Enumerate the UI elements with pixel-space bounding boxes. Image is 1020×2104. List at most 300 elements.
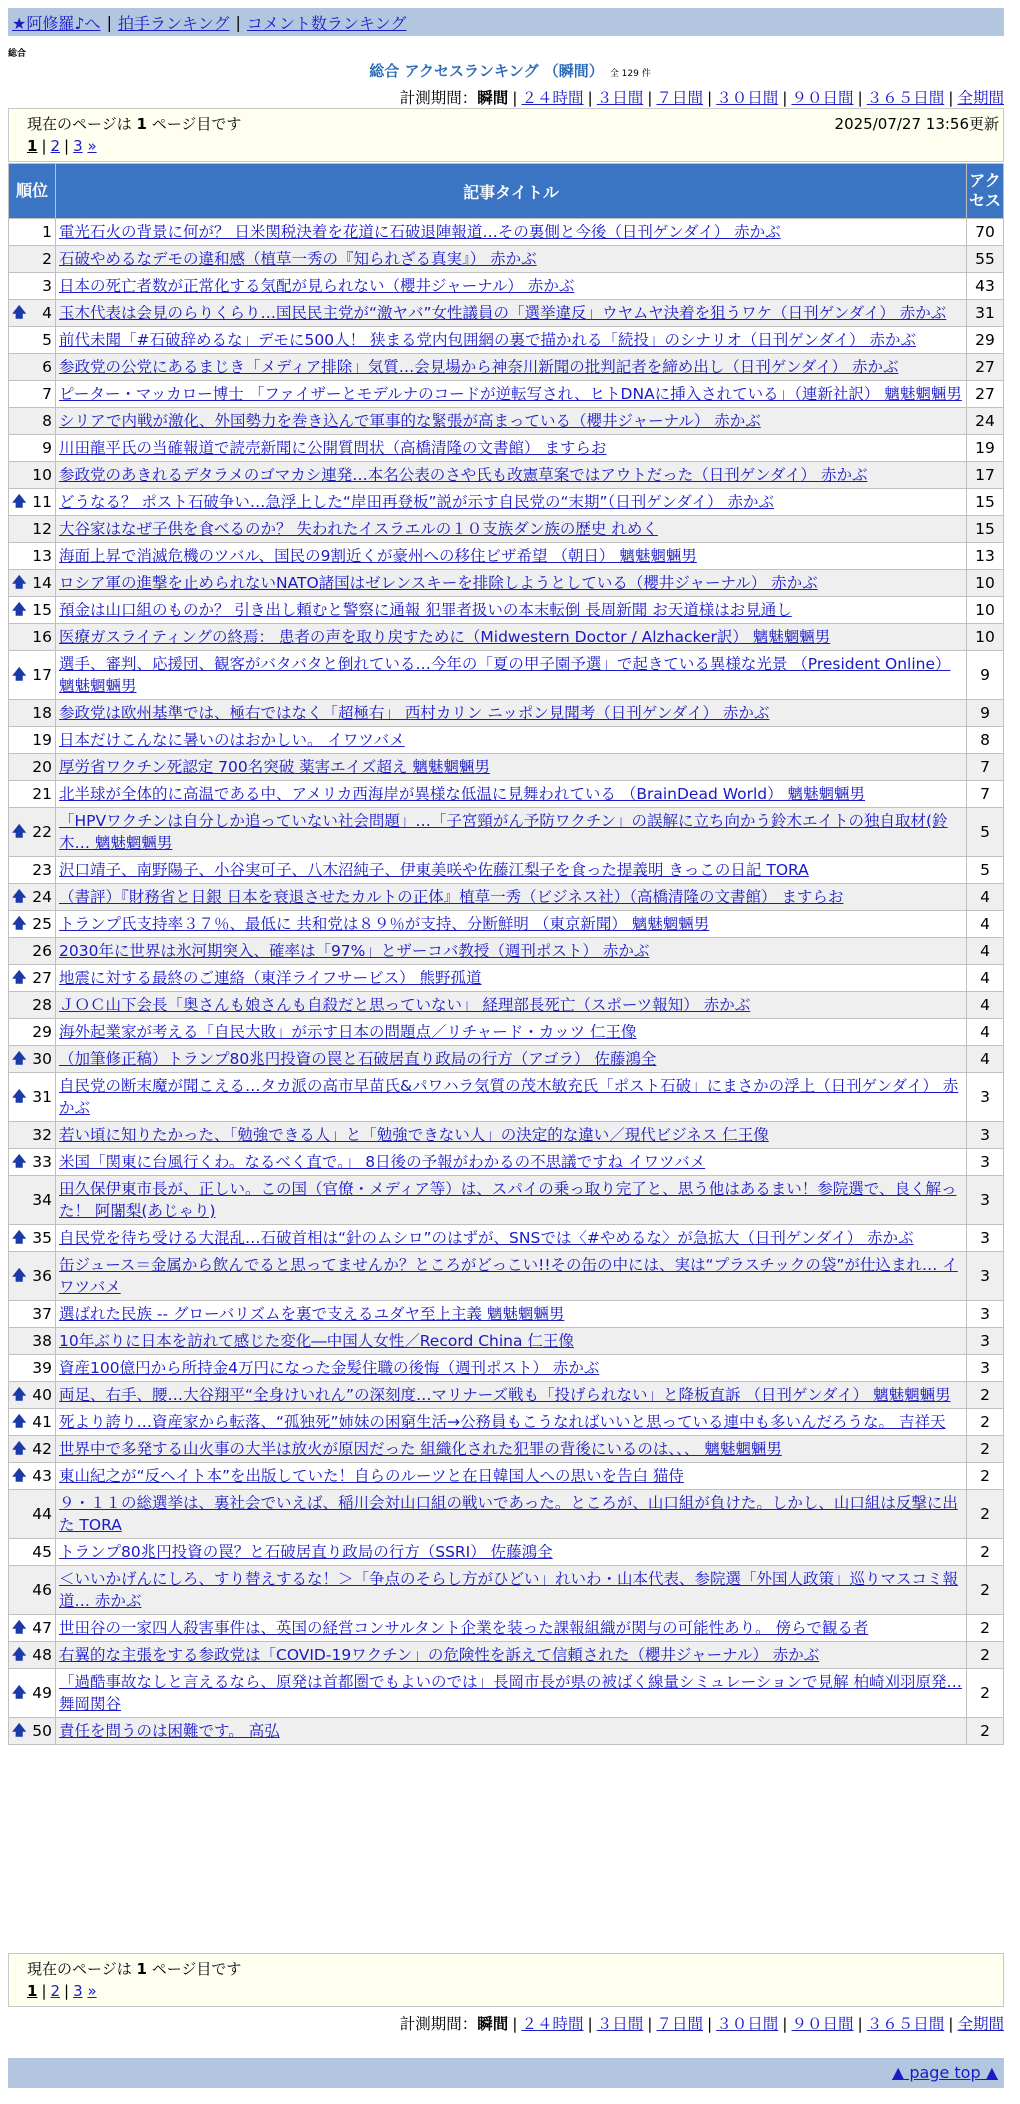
rank-number: 37 [32,1305,52,1323]
rank-number: 46 [32,1581,52,1599]
rank-number: 32 [32,1126,52,1144]
title-cell [56,727,967,754]
rank-cell [9,1301,56,1328]
page-link[interactable]: 3 [73,137,83,155]
rank-number: 47 [32,1619,52,1637]
access-count: 13 [967,543,1004,570]
access-count: 3 [967,1176,1004,1225]
article-link[interactable]: 参政党の公党にあるまじき「メディア排除」気質…会見場から神奈川新聞の批判記者を締め出し（日刊ゲンダイ） 赤かぶ [59,358,899,376]
table-row [9,354,1004,381]
access-count: 3 [967,1149,1004,1176]
period-separator: | [857,89,863,107]
access-count: 2 [967,1615,1004,1642]
up-arrow-icon: 🡅 [12,1468,27,1484]
rank-number: 23 [32,861,52,879]
up-arrow-icon: 🡅 [12,1723,27,1739]
article-link[interactable]: 日本だけこんなに暑いのはおかしい。 イワツバメ [59,731,405,749]
nav-link-asyura[interactable]: ★阿修羅♪へ [12,13,101,33]
title-cell [56,1073,967,1122]
rank-cell [9,1718,56,1745]
rank-number: 30 [32,1050,52,1068]
col-header-rank: 順位 [9,164,56,219]
up-arrow-icon: 🡅 [12,1387,27,1403]
nav-separator: | [235,12,241,32]
page-separator: | [41,137,47,155]
period-link[interactable]: 全期間 [957,2015,1004,2033]
rank-cell [9,911,56,938]
article-link[interactable]: 「過酷事故なしと言えるなら、原発は首都圏でもよいのでは」長岡市長が県の被ばく線量シミュレーションで見解 柏崎刈羽原発… 舞岡関谷 [59,1673,963,1713]
page-link-current: 1 [27,1982,38,2000]
rank-number: 15 [32,601,52,619]
title-cell [56,884,967,911]
nav-link-comment-ranking[interactable]: コメント数ランキング [246,13,407,33]
article-link[interactable]: （加筆修正稿）トランプ80兆円投資の罠と石破居直り政局の行方（アゴラ） 佐藤鴻全 [59,1050,657,1068]
article-link[interactable]: 海面上昇で消滅危機のツバル、国民の9割近くが豪州への移住ビザ希望 （朝日） 魑魅魍魎男 [59,547,697,565]
rank-number: 18 [32,704,52,722]
table-row [9,1149,1004,1176]
title-cell [56,1566,967,1615]
rank-number: 11 [32,493,52,511]
article-link[interactable]: 米国「関東に台風行くわ。なるべく直で。」 8日後の予報がわかるの不思議ですね イワツバメ [59,1153,706,1171]
rank-number: 33 [32,1153,52,1171]
table-row [9,1642,1004,1669]
table-row [9,543,1004,570]
pager-box-top [8,108,1004,162]
table-row [9,300,1004,327]
article-link[interactable]: 石破やめるなデモの違和感（植草一秀の『知られざる真実』） 赤かぶ [59,250,537,268]
up-arrow-icon: 🡅 [12,824,27,840]
table-row [9,1539,1004,1566]
rank-cell [9,327,56,354]
up-arrow-icon: 🡅 [12,970,27,986]
title-cell [56,992,967,1019]
rank-number: 34 [32,1191,52,1209]
title-cell [56,624,967,651]
access-count: 10 [967,624,1004,651]
table-row [9,1382,1004,1409]
rank-number: 40 [32,1386,52,1404]
table-row [9,516,1004,543]
period-link[interactable]: ７日間 [656,2015,703,2033]
category-label: 総合 [8,49,27,59]
table-row [9,1328,1004,1355]
article-link[interactable]: 厚労省ワクチン死認定 700名突破 薬害エイズ超え 魑魅魍魎男 [59,758,490,776]
table-row [9,327,1004,354]
rank-number: 5 [42,331,52,349]
title-cell [56,1539,967,1566]
rank-number: 38 [32,1332,52,1350]
period-link[interactable]: ９０日間 [791,89,854,107]
rank-number: 20 [32,758,52,776]
period-separator: | [948,89,954,107]
period-current: 瞬間 [477,2015,509,2033]
period-separator: | [707,89,713,107]
rank-cell [9,781,56,808]
rank-cell [9,273,56,300]
page-link-current: 1 [27,137,38,155]
rank-number: 19 [32,731,52,749]
article-link[interactable]: 医療ガスライティングの終焉： 患者の声を取り戻すために（Midwestern Doctor / Alzhacker訳） 魑魅魍魎男 [59,628,831,646]
title-cell [56,1463,967,1490]
article-link[interactable]: 海外起業家が考える「自民大敗」が示す日本の問題点／リチャード・カッツ 仁王像 [59,1023,637,1041]
rank-number: 29 [32,1023,52,1041]
article-link[interactable]: シリアで内戦が激化、外国勢力を巻き込んで軍事的な緊張が高まっている（櫻井ジャーナル） 赤かぶ [59,412,761,430]
article-link[interactable]: 若い頃に知りたかった、「勉強できる人」と「勉強できない人」の決定的な違い／現代ビジネス 仁王像 [59,1126,769,1144]
rank-number: 7 [42,385,52,403]
rank-cell [9,651,56,700]
rank-number: 27 [32,969,52,987]
rank-cell [9,992,56,1019]
rank-number: 4 [42,304,52,322]
title-cell [56,1176,967,1225]
nav-separator: | [106,12,112,32]
article-link[interactable]: 缶ジュース＝金属から飲んでると思ってませんか？ところがどっこい!!その缶の中には、実は“プラスチックの袋”が仕込まれ… イワツバメ [59,1256,958,1296]
access-count: 43 [967,273,1004,300]
col-header-count: アクセス [967,164,1004,219]
top-nav-bar [8,8,1004,36]
period-link[interactable]: ３日間 [596,2015,644,2033]
period-link[interactable]: ９０日間 [791,2015,854,2033]
table-header-row [9,164,1004,219]
rank-number: 36 [32,1267,52,1285]
article-link[interactable]: 選手、審判、応援団、観客がバタバタと倒れている…今年の「夏の甲子園予選」で起きている異様な光景 （President Online） 魑魅魍魎男 [59,655,951,695]
article-link[interactable]: 自民党の断末魔が聞こえる…タカ派の高市早苗氏&パワハラ気質の茂木敏充氏「ポスト石破」にまさかの浮上（日刊ゲンダイ） 赤かぶ [59,1077,959,1117]
rank-cell [9,1073,56,1122]
table-row [9,1176,1004,1225]
title-cell [56,700,967,727]
up-arrow-icon: 🡅 [12,494,27,510]
rank-number: 1 [42,223,52,241]
table-row [9,246,1004,273]
rank-cell [9,965,56,992]
table-row [9,1073,1004,1122]
up-arrow-icon: 🡅 [12,602,27,618]
table-row [9,1566,1004,1615]
page-link[interactable]: 3 [73,1982,83,2000]
rank-cell [9,570,56,597]
access-count: 2 [967,1409,1004,1436]
article-link[interactable]: ９・１１の総選挙は、裏社会でいえば、稲川会対山口組の戦いであった。ところが、山口組が負けた。しかし、山口組は反撃に出た TORA [59,1494,958,1534]
up-arrow-icon: 🡅 [12,889,27,905]
article-link[interactable]: 川田龍平氏の当確報道で読売新聞に公開質問状（高橋清隆の文書館） ますらお [59,439,607,457]
access-count: 2 [967,1463,1004,1490]
article-link[interactable]: 資産100億円から所持金4万円になった金髪住職の後悔（週刊ポスト） 赤かぶ [59,1359,600,1377]
title-cell [56,1301,967,1328]
access-count: 3 [967,1073,1004,1122]
rank-cell [9,246,56,273]
title-cell [56,1382,967,1409]
article-link[interactable]: （書評）『財務省と日銀 日本を衰退させたカルトの正体』植草一秀（ビジネス社）（高橋清隆の文書館） ますらお [59,888,844,906]
article-link[interactable]: 電光石火の背景に何が？ 日米関税決着を花道に石破退陣報道…その裏側と今後（日刊ゲンダイ） 赤かぶ [59,223,781,241]
table-row [9,651,1004,700]
rank-number: 35 [32,1229,52,1247]
rank-cell [9,1019,56,1046]
period-link[interactable]: ３日間 [596,89,644,107]
access-count: 4 [967,1046,1004,1073]
rank-cell [9,1252,56,1301]
period-link[interactable]: ３０日間 [716,89,779,107]
rank-cell [9,754,56,781]
rank-number: 8 [42,412,52,430]
access-count: 4 [967,965,1004,992]
table-row [9,1615,1004,1642]
rank-cell [9,1539,56,1566]
current-page-text: 現在のページは 1 ページ目です [27,115,242,133]
footer-bar [8,2058,1004,2088]
title-cell [56,435,967,462]
up-arrow-icon: 🡅 [12,1268,27,1284]
rank-number: 2 [42,250,52,268]
period-separator: | [587,89,593,107]
period-label: 計測期間： [399,2015,478,2033]
current-page-text: 現在のページは 1 ページ目です [27,1960,242,1978]
table-row [9,489,1004,516]
page-title-line [0,60,1020,81]
access-count: 9 [967,651,1004,700]
table-row [9,435,1004,462]
access-count: 2 [967,1436,1004,1463]
access-count: 15 [967,516,1004,543]
table-row [9,911,1004,938]
table-row [9,857,1004,884]
period-separator: | [647,2015,653,2033]
rank-number: 17 [32,666,52,684]
article-link[interactable]: ＪＯＣ山下会長「奥さんも娘さんも自殺だと思っていない」 経理部長死亡（スポーツ報知） 赤かぶ [59,996,751,1014]
article-link[interactable]: 地震に対する最終のご連絡（東洋ライフサービス） 熊野孤道 [59,969,482,987]
pager-box-bottom [8,1953,1004,2007]
access-count: 19 [967,435,1004,462]
table-row [9,1463,1004,1490]
title-cell [56,1355,967,1382]
access-count: 4 [967,884,1004,911]
title-cell [56,570,967,597]
table-row [9,570,1004,597]
article-link[interactable]: 10年ぶりに日本を訪れて感じた変化―中国人女性／Record China 仁王像 [59,1332,574,1350]
rank-number: 39 [32,1359,52,1377]
title-cell [56,381,967,408]
title-cell [56,1718,967,1745]
title-cell [56,543,967,570]
total-count: 全 129 件 [609,69,651,79]
rank-number: 6 [42,358,52,376]
rank-cell [9,1642,56,1669]
article-link[interactable]: 世田谷の一家四人殺害事件は、英国の経営コンサルタント企業を装った課報組織が関与の可能性あり。 傍らで観る者 [59,1619,869,1637]
page-next-link[interactable]: » [87,1982,97,2000]
article-link[interactable]: 日本の死亡者数が正常化する気配が見られない（櫻井ジャーナル） 赤かぶ [59,277,575,295]
article-link[interactable]: ピーター・マッカロー博士 「ファイザーとモデルナのコードが逆転写され、ヒトDNAに挿入されている」（連新社訳） 魑魅魍魎男 [59,385,962,403]
access-count: 2 [967,1566,1004,1615]
period-link[interactable]: ２４時間 [521,89,584,107]
rank-cell [9,1436,56,1463]
title-cell [56,1669,967,1718]
access-count: 55 [967,246,1004,273]
table-row [9,462,1004,489]
table-row [9,938,1004,965]
rank-cell [9,624,56,651]
article-link[interactable]: 大谷家はなぜ子供を食べるのか？ 失われたイスラエルの１０支族ダン族の歴史 れめく [59,520,658,538]
nav-link-clap-ranking[interactable]: 拍手ランキング [117,13,230,33]
period-separator: | [857,2015,863,2033]
access-count: 17 [967,462,1004,489]
period-separator: | [587,2015,593,2033]
table-row [9,1436,1004,1463]
access-count: 70 [967,219,1004,246]
article-link[interactable]: 責任を問うのは困難です。 高弘 [59,1722,280,1740]
period-link[interactable]: ３６５日間 [866,89,945,107]
article-link[interactable]: ロシア軍の進撃を止められないNATO諸国はゼレンスキーを排除しようとしている（櫻井ジャーナル） 赤かぶ [59,574,818,592]
rank-cell [9,1669,56,1718]
title-cell [56,1149,967,1176]
rank-cell [9,727,56,754]
title-cell [56,808,967,857]
article-link[interactable]: 「HPVワクチンは自分しか追っていない社会問題」…「子宮頸がん予防ワクチン」の誤解に立ち向かう鈴木エイトの独自取材(鈴木… 魑魅魍魎男 [59,812,948,852]
page-top-link[interactable]: ▲ page top ▲ [891,2063,998,2082]
access-count: 4 [967,1019,1004,1046]
article-link[interactable]: 預金は山口組のものか？ 引き出し頼むと警察に通報 犯罪者扱いの本末転倒 長周新聞 お天道様はお見通し [59,601,792,619]
table-row [9,884,1004,911]
title-cell [56,1252,967,1301]
table-row [9,700,1004,727]
table-row [9,727,1004,754]
rank-number: 48 [32,1646,52,1664]
article-link[interactable]: 2030年に世界は氷河期突入、確率は「97%」とザーコバ教授（週刊ポスト） 赤かぶ [59,942,650,960]
article-link[interactable]: トランプ80兆円投資の罠？と石破居直り政局の行方（SSRI） 佐藤鴻全 [59,1543,553,1561]
article-link[interactable]: 沢口靖子、南野陽子、小谷実可子、八木沼純子、伊東美咲や佐藤江梨子を食った提義明 きっこの日記 TORA [59,861,809,879]
rank-cell [9,1382,56,1409]
period-separator: | [948,2015,954,2033]
ranking-table-body [9,219,1004,1745]
period-selector-top [400,86,1004,108]
rank-cell [9,1409,56,1436]
table-row [9,273,1004,300]
title-cell [56,1225,967,1252]
table-row [9,381,1004,408]
table-row [9,754,1004,781]
article-link[interactable]: 選ばれた民族 -- グローバリズムを裏で支えるユダヤ至上主義 魑魅魍魎男 [59,1305,565,1323]
rank-number: 24 [32,888,52,906]
access-count: 3 [967,1225,1004,1252]
access-count: 3 [967,1328,1004,1355]
access-count: 4 [967,938,1004,965]
article-link[interactable]: 玉木代表は会見のらりくらり…国民民主党が“激ヤバ”女性議員の「選挙違反」ウヤムヤ決着を狙うワケ（日刊ゲンダイ） 赤かぶ [59,304,947,322]
title-cell [56,1436,967,1463]
table-row [9,781,1004,808]
page-link[interactable]: 2 [50,137,61,155]
table-row [9,624,1004,651]
rank-number: 45 [32,1543,52,1561]
article-link[interactable]: どうなる？ ポスト石破争い…急浮上した“岸田再登板”説が示す自民党の“末期”（日刊ゲンダイ） 赤かぶ [59,493,774,511]
table-row [9,1718,1004,1745]
title-cell [56,246,967,273]
rank-number: 14 [32,574,52,592]
table-row [9,1046,1004,1073]
rank-cell [9,516,56,543]
page-next-link[interactable]: » [87,137,97,155]
period-link[interactable]: ７日間 [656,89,703,107]
rank-number: 28 [32,996,52,1014]
period-selector-bottom [400,2012,1004,2034]
access-count: 4 [967,911,1004,938]
article-link[interactable]: 東山紀之が“反ヘイト本”を出版していた！自らのルーツと在日韓国人への思いを告白 猫侍 [59,1467,684,1485]
title-cell [56,219,967,246]
period-link[interactable]: ３０日間 [716,2015,779,2033]
table-row [9,597,1004,624]
table-row [9,965,1004,992]
article-link[interactable]: 前代未聞「#石破辞めるな」デモに500人！ 狭まる党内包囲網の裏で描かれる「続投」のシナリオ（日刊ゲンダイ） 赤かぶ [59,331,917,349]
rank-cell [9,857,56,884]
access-count: 3 [967,1355,1004,1382]
access-count: 7 [967,754,1004,781]
ranking-table [8,163,1004,1745]
period-separator: | [782,89,788,107]
up-arrow-icon: 🡅 [12,575,27,591]
title-cell [56,1122,967,1149]
up-arrow-icon: 🡅 [12,1154,27,1170]
article-link[interactable]: 右翼的な主張をする参政党は「COVID-19ワクチン」の危険性を訴えて信頼された（櫻井ジャーナル） 赤かぶ [59,1646,820,1664]
page-links [27,1982,97,2000]
title-cell [56,857,967,884]
up-arrow-icon: 🡅 [12,1620,27,1636]
article-link[interactable]: 北半球が全体的に高温である中、アメリカ西海岸が異様な低温に見舞われている （BrainDead World） 魑魅魍魎男 [59,785,866,803]
up-arrow-icon: 🡅 [12,305,27,321]
access-count: 2 [967,1539,1004,1566]
title-cell [56,1328,967,1355]
article-link[interactable]: 両足、右手、腰…大谷翔平“全身けいれん”の深刻度…マリナーズ戦も「投げられない」と降板直訴 （日刊ゲンダイ） 魑魅魍魎男 [59,1386,951,1404]
rank-cell [9,1463,56,1490]
rank-cell [9,300,56,327]
access-count: 15 [967,489,1004,516]
access-count: 24 [967,408,1004,435]
title-cell [56,911,967,938]
period-separator: | [647,89,653,107]
rank-number: 21 [32,785,52,803]
table-row [9,1355,1004,1382]
article-link[interactable]: ＜いいかげんにしろ、すり替えするな！＞「争点のそらし方がひどい」れいわ・山本代表、参院選「外国人政策」巡りマスコミ報道… 赤かぶ [59,1570,959,1610]
period-current: 瞬間 [477,89,509,107]
rank-cell [9,354,56,381]
article-link[interactable]: 田久保伊東市長が、正しい。この国（官僚・メディア等）は、スパイの乗っ取り完了と、思う他はあるまい！参院選で、良く解った！ 阿闍梨(あじゃり) [59,1180,957,1220]
article-link[interactable]: 世界中で多発する山火事の大半は放火が原因だった 組織化された犯罪の背後にいるのは、、、 魑魅魍魎男 [59,1440,782,1458]
article-link[interactable]: 死より誇り…資産家から転落、“孤独死”姉妹の困窮生活→公務員もこうなればいいと思っている連中も多いんだろうな。 吉祥天 [59,1413,946,1431]
title-cell [56,1490,967,1539]
period-link[interactable]: 全期間 [957,89,1004,107]
article-link[interactable]: トランプ氏支持率３７％、最低に 共和党は８９％が支持、分断鮮明 （東京新聞） 魑魅魍魎男 [59,915,710,933]
rank-number: 26 [32,942,52,960]
access-count: 31 [967,300,1004,327]
access-count: 5 [967,808,1004,857]
article-link[interactable]: 自民党を待ち受ける大混乱…石破首相は“針のムシロ”のはずが、SNSでは〈#やめるな〉が急拡大（日刊ゲンダイ） 赤かぶ [59,1229,914,1247]
table-row [9,1669,1004,1718]
access-count: 2 [967,1490,1004,1539]
access-count: 27 [967,381,1004,408]
rank-number: 12 [32,520,52,538]
access-count: 10 [967,570,1004,597]
access-count: 8 [967,727,1004,754]
title-cell [56,1642,967,1669]
article-link[interactable]: 参政党は欧州基準では、極右ではなく「超極右」 西村カリン ニッポン見聞考（日刊ゲンダイ） 赤かぶ [59,704,770,722]
title-cell [56,965,967,992]
rank-number: 25 [32,915,52,933]
rank-cell [9,435,56,462]
access-count: 3 [967,1252,1004,1301]
access-count: 3 [967,1301,1004,1328]
period-link[interactable]: ２４時間 [521,2015,584,2033]
article-link[interactable]: 参政党のあきれるデタラメのゴマカシ連発…本名公表のさや氏も改憲草案ではアウトだった（日刊ゲンダイ） 赤かぶ [59,466,868,484]
period-link[interactable]: ３６５日間 [866,2015,945,2033]
updated-timestamp: 2025/07/27 13:56更新 [834,115,999,133]
title-cell [56,408,967,435]
page-link[interactable]: 2 [50,1982,61,2000]
